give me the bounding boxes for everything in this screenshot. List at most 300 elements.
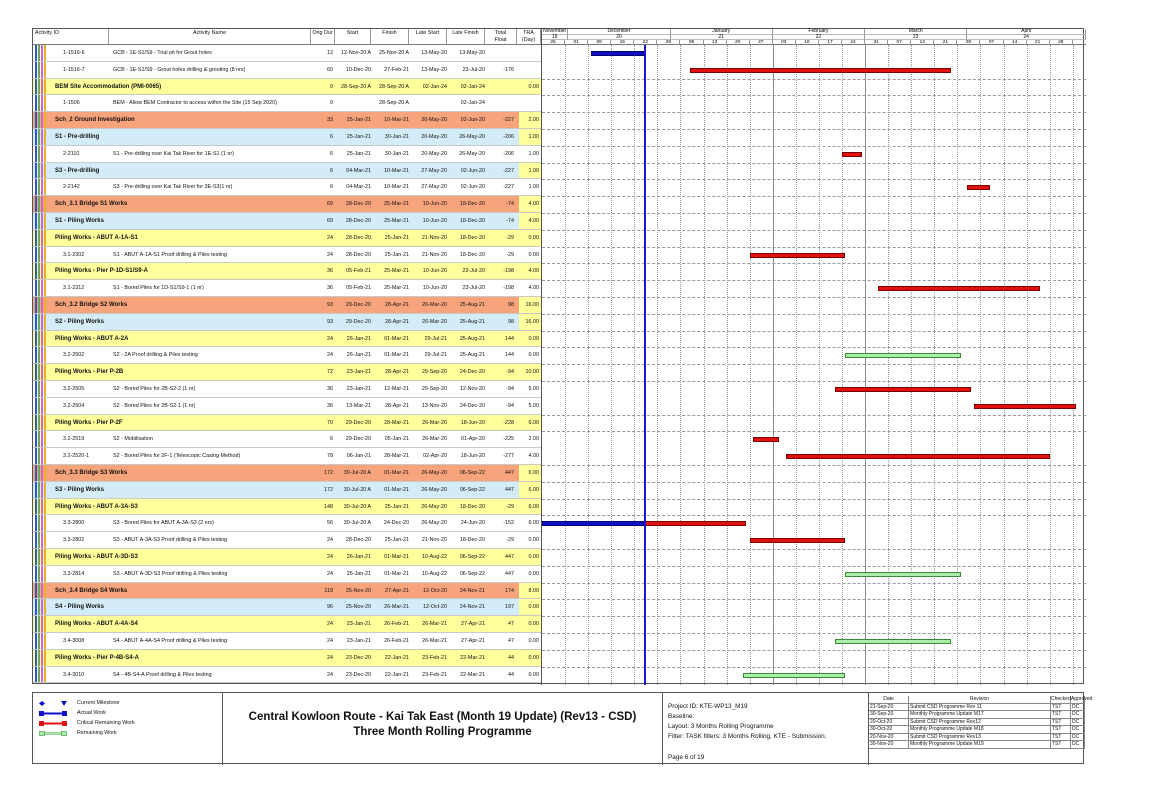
activity-id: 2-2142 bbox=[63, 184, 80, 191]
cell-ls: 26-Mar-20 bbox=[422, 318, 447, 325]
cell-finish: 28-Apr-21 bbox=[385, 318, 409, 325]
wbs-indent-bar bbox=[41, 448, 43, 464]
cell-finish: 22-Jan-21 bbox=[384, 654, 409, 661]
wbs-title: Piling Works - Pier P-1D-S1/S9-A bbox=[55, 268, 148, 275]
wbs-indent-bar bbox=[35, 314, 37, 330]
gantt-row-separator bbox=[542, 95, 1086, 96]
cell-tra: 2.00 bbox=[519, 431, 541, 447]
header-orig-dur[interactable]: Orig Dur bbox=[311, 29, 335, 45]
revision-cell: DC bbox=[1071, 704, 1085, 711]
wbs-indent-bars bbox=[35, 297, 51, 313]
wbs-indent-bar bbox=[38, 364, 40, 380]
activity-name: S1 - Pre-drilling over Kai Tak River for 1E-S1 (1 nr) bbox=[113, 150, 234, 157]
actual-work-bar[interactable] bbox=[591, 51, 644, 56]
cell-finish: 26-Mar-21 bbox=[384, 604, 409, 611]
header-total-float-line2: Float bbox=[494, 36, 507, 43]
cell-start: 05-Feb-21 bbox=[346, 285, 371, 292]
cell-lf: 26-May-20 bbox=[459, 150, 485, 157]
wbs-indent-bar bbox=[41, 247, 43, 263]
cell-tf: -227 bbox=[503, 167, 514, 174]
activity-row[interactable] bbox=[33, 179, 541, 196]
document-title: Central Kowloon Route - Kai Tak East (Month 19 Update) (Rev13 - CSD) bbox=[248, 711, 637, 723]
cell-lf: 22-Mar-21 bbox=[460, 671, 485, 678]
remaining-work-bar[interactable] bbox=[835, 639, 950, 644]
wbs-indent-bar bbox=[38, 482, 40, 498]
timescale-week: 17 bbox=[819, 40, 842, 46]
cell-tf: 174 bbox=[505, 587, 514, 594]
header-tra[interactable] bbox=[517, 29, 541, 45]
timescale bbox=[542, 29, 1086, 45]
activity-row[interactable] bbox=[33, 431, 541, 448]
cell-tf: 98 bbox=[508, 318, 514, 325]
cell-ls: 29-Jul-21 bbox=[424, 335, 447, 342]
gantt-row-separator bbox=[542, 280, 1086, 281]
wbs-group-row[interactable] bbox=[33, 549, 541, 566]
cell-ls: 13-May-20 bbox=[421, 66, 447, 73]
wbs-indent-bar bbox=[38, 465, 40, 481]
activity-id: 3.1-2312 bbox=[63, 285, 85, 292]
cell-lf: 18-Jun-20 bbox=[460, 453, 485, 460]
cell-lf: 24-Nov-21 bbox=[459, 587, 485, 594]
wbs-indent-bar bbox=[44, 482, 46, 498]
wbs-group-row[interactable] bbox=[33, 482, 541, 499]
wbs-indent-bar bbox=[38, 263, 40, 279]
cell-ls: 26-May-20 bbox=[421, 503, 447, 510]
wbs-indent-bar bbox=[35, 667, 37, 683]
wbs-indent-bar bbox=[44, 112, 46, 128]
activity-name: GCB - 1E-S1/S9 - Trial pit for Grout holes bbox=[113, 50, 212, 56]
revision-cell: TST bbox=[1051, 741, 1071, 748]
wbs-group-row[interactable] bbox=[33, 415, 541, 432]
timescale-week: 31 bbox=[865, 40, 888, 46]
wbs-title: S2 - Piling Works bbox=[55, 318, 104, 325]
wbs-title: S3 - Pre-drilling bbox=[55, 167, 100, 174]
cell-ls: 02-Apr-20 bbox=[423, 453, 447, 460]
wbs-group-row[interactable] bbox=[33, 79, 541, 96]
cell-tra: 1.00 bbox=[519, 179, 541, 195]
project-baseline: Baseline: bbox=[668, 713, 695, 720]
wbs-indent-bar bbox=[35, 465, 37, 481]
cell-ls: 13-Nov-20 bbox=[421, 402, 447, 409]
activity-row[interactable] bbox=[33, 280, 541, 297]
wbs-indent-bars bbox=[35, 515, 51, 531]
cell-dur: 33 bbox=[327, 117, 333, 124]
wbs-indent-bar bbox=[35, 62, 37, 78]
header-activity-name[interactable]: Activity Name bbox=[109, 29, 311, 45]
wbs-indent-bar bbox=[38, 79, 40, 95]
data-date-line bbox=[644, 45, 646, 685]
wbs-indent-bars bbox=[35, 381, 51, 397]
wbs-indent-bar bbox=[38, 247, 40, 263]
wbs-group-row[interactable] bbox=[33, 499, 541, 516]
wbs-indent-bar bbox=[35, 650, 37, 666]
activity-id: 1-1506 bbox=[63, 100, 80, 107]
revision-row bbox=[869, 711, 1085, 719]
remaining-work-bar[interactable] bbox=[845, 572, 960, 577]
cell-lf: 22-Mar-21 bbox=[460, 654, 485, 661]
cell-lf: 18-Dec-20 bbox=[459, 201, 485, 208]
cell-lf: 18-Dec-20 bbox=[459, 234, 485, 241]
activity-id: 3.4-3010 bbox=[63, 671, 85, 678]
wbs-indent-bar bbox=[44, 146, 46, 162]
cell-tf: 197 bbox=[505, 604, 514, 611]
project-layout: Layout: 3 Months Rolling Programme bbox=[668, 723, 774, 730]
activity-row[interactable] bbox=[33, 515, 541, 532]
cell-start: 30-Jul-20 A bbox=[343, 470, 371, 476]
wbs-indent-bars bbox=[35, 62, 51, 78]
wbs-group-row[interactable] bbox=[33, 616, 541, 633]
cell-start: 23-Jan-21 bbox=[346, 621, 371, 628]
gantt-row-separator bbox=[542, 650, 1086, 651]
cell-tra: 8.00 bbox=[519, 583, 541, 599]
gantt-row-separator bbox=[542, 163, 1086, 164]
wbs-indent-bar bbox=[41, 179, 43, 195]
remaining-work-bar[interactable] bbox=[845, 353, 960, 358]
cell-tf: -29 bbox=[506, 251, 514, 258]
wbs-indent-bar bbox=[41, 45, 43, 61]
timescale-week: 24 bbox=[842, 40, 865, 46]
activity-row[interactable] bbox=[33, 532, 541, 549]
cell-dur: 24 bbox=[327, 654, 333, 661]
critical-work-bar[interactable] bbox=[786, 454, 1050, 459]
cell-tf: -206 bbox=[503, 134, 514, 140]
wbs-indent-bar bbox=[35, 616, 37, 632]
gantt-row-separator bbox=[542, 331, 1086, 332]
cell-finish: 28-Apr-21 bbox=[385, 302, 409, 308]
cell-finish: 25-Jan-21 bbox=[384, 503, 409, 510]
cell-lf: 23-Jul-20 bbox=[462, 268, 485, 275]
critical-work-bar[interactable] bbox=[750, 253, 846, 258]
cell-ls bbox=[411, 95, 447, 111]
wbs-group-row[interactable] bbox=[33, 213, 541, 230]
cell-ls: 26-Mar-21 bbox=[422, 621, 447, 628]
wbs-indent-bar bbox=[44, 95, 46, 111]
activity-id: 3.3-2814 bbox=[63, 570, 85, 577]
timescale-month: January bbox=[671, 29, 773, 35]
gantt-row-separator bbox=[542, 196, 1086, 197]
cell-tf: 447 bbox=[505, 486, 514, 493]
activity-id: 3.2-2505 bbox=[63, 386, 85, 392]
revision-row bbox=[869, 704, 1085, 712]
activity-row[interactable] bbox=[33, 566, 541, 583]
gantt-row-separator bbox=[542, 566, 1086, 567]
timescale-week: 13 bbox=[704, 40, 727, 46]
wbs-indent-bar bbox=[44, 499, 46, 515]
wbs-indent-bar bbox=[41, 364, 43, 380]
cell-finish: 28-Sep-20 A bbox=[379, 83, 409, 90]
wbs-group-row[interactable] bbox=[33, 331, 541, 348]
critical-work-bar[interactable] bbox=[967, 185, 990, 190]
cell-start: 25-Jan-21 bbox=[346, 134, 371, 140]
wbs-indent-bars bbox=[35, 95, 51, 111]
timescale-week: 07 bbox=[888, 40, 911, 46]
cell-dur: 24 bbox=[327, 554, 333, 560]
activity-row[interactable] bbox=[33, 667, 541, 684]
wbs-group-row[interactable] bbox=[33, 230, 541, 247]
cell-dur: 6 bbox=[330, 184, 333, 191]
activity-id: 3.1-2302 bbox=[63, 251, 85, 258]
activity-row[interactable] bbox=[33, 95, 541, 112]
cell-tra: 0.00 bbox=[519, 331, 541, 347]
activity-row[interactable] bbox=[33, 62, 541, 79]
cell-finish: 28-Apr-21 bbox=[385, 369, 409, 376]
wbs-group-row[interactable] bbox=[33, 129, 541, 146]
wbs-group-row[interactable] bbox=[33, 314, 541, 331]
revision-cell: Submit CSD Programme Rev13 bbox=[909, 734, 1051, 741]
wbs-title: S1 - Piling Works bbox=[55, 218, 104, 224]
cell-tra: 1.00 bbox=[519, 129, 541, 145]
cell-lf: 18-Dec-20 bbox=[459, 503, 485, 510]
cell-ls: 23-Feb-21 bbox=[422, 654, 447, 661]
wbs-indent-bar bbox=[44, 633, 46, 649]
wbs-indent-bar bbox=[41, 633, 43, 649]
cell-start: 04-Mar-21 bbox=[346, 184, 371, 191]
cell-tf: -227 bbox=[503, 184, 514, 191]
activity-name: S2 - Bored Piles for 2B-S2-2 (1 nr) bbox=[113, 386, 196, 392]
cell-start: 23-Jan-21 bbox=[346, 638, 371, 644]
cell-tf: -29 bbox=[506, 234, 514, 241]
wbs-indent-bar bbox=[38, 213, 40, 229]
wbs-group-row[interactable] bbox=[33, 364, 541, 381]
revision-cell: DC bbox=[1071, 726, 1085, 733]
cell-ls: 10-Jun-20 bbox=[422, 268, 447, 275]
timescale-week: 15 bbox=[611, 40, 634, 46]
wbs-indent-bar bbox=[41, 549, 43, 565]
wbs-indent-bars bbox=[35, 364, 51, 380]
cell-tra: 0.00 bbox=[519, 650, 541, 666]
cell-start: 23-Jan-21 bbox=[346, 386, 371, 392]
wbs-indent-bar bbox=[41, 280, 43, 296]
cell-finish: 05-Jan-21 bbox=[384, 436, 409, 443]
critical-work-bar[interactable] bbox=[690, 68, 950, 73]
cell-tf: -198 bbox=[503, 268, 514, 275]
wbs-indent-bar bbox=[44, 247, 46, 263]
cell-tra: 6.00 bbox=[519, 465, 541, 481]
cell-dur: 148 bbox=[324, 503, 333, 510]
cell-finish: 28-Mar-21 bbox=[384, 419, 409, 426]
cell-start: 29-Dec-20 bbox=[345, 419, 371, 426]
gantt-row-separator bbox=[542, 263, 1086, 264]
activity-row[interactable] bbox=[33, 247, 541, 264]
wbs-indent-bar bbox=[41, 297, 43, 313]
revision-cell: DC bbox=[1071, 719, 1085, 726]
wbs-indent-bar bbox=[38, 583, 40, 599]
wbs-indent-bar bbox=[35, 146, 37, 162]
wbs-indent-bar bbox=[44, 583, 46, 599]
wbs-group-row[interactable] bbox=[33, 196, 541, 213]
cell-ls: 29-Sep-20 bbox=[421, 369, 447, 376]
timescale-period: 19 bbox=[542, 35, 568, 40]
activity-row[interactable] bbox=[33, 347, 541, 364]
cell-lf: 18-Jun-20 bbox=[460, 419, 485, 426]
cell-tra: 2.00 bbox=[519, 112, 541, 128]
cell-dur: 24 bbox=[327, 335, 333, 342]
wbs-indent-bars bbox=[35, 263, 51, 279]
wbs-indent-bar bbox=[38, 179, 40, 195]
cell-tf: -277 bbox=[503, 453, 514, 460]
wbs-indent-bars bbox=[35, 112, 51, 128]
cell-tra: 16.00 bbox=[519, 297, 541, 313]
wbs-indent-bar bbox=[41, 616, 43, 632]
revision-cell: DC bbox=[1071, 741, 1085, 748]
cell-finish: 25-Mar-21 bbox=[384, 268, 409, 275]
cell-start: 13-Mar-21 bbox=[346, 402, 371, 409]
cell-tra: 0.00 bbox=[519, 667, 541, 683]
cell-start: 26-Jan-21 bbox=[346, 570, 371, 577]
wbs-group-row[interactable] bbox=[33, 263, 541, 280]
wbs-indent-bar bbox=[35, 196, 37, 212]
cell-lf: 26-May-20 bbox=[459, 134, 485, 140]
cell-start: 25-Jan-21 bbox=[346, 117, 371, 124]
wbs-indent-bar bbox=[41, 515, 43, 531]
cell-ls: 26-May-20 bbox=[421, 520, 447, 527]
activity-row[interactable] bbox=[33, 633, 541, 650]
activity-row[interactable] bbox=[33, 146, 541, 163]
wbs-group-row[interactable] bbox=[33, 583, 541, 600]
wbs-group-row[interactable] bbox=[33, 297, 541, 314]
cell-ls: 26-May-20 bbox=[421, 470, 447, 476]
revision-cell: DC bbox=[1071, 734, 1085, 741]
cell-dur: 78 bbox=[327, 453, 333, 460]
gantt-chart bbox=[541, 29, 1085, 685]
cell-ls: 21-Nov-20 bbox=[421, 537, 447, 544]
cell-tra: 4.00 bbox=[519, 263, 541, 279]
header-activity-id[interactable]: Activity ID bbox=[33, 29, 109, 45]
cell-dur: 6 bbox=[330, 150, 333, 157]
cell-tf: -227 bbox=[503, 117, 514, 124]
wbs-group-row[interactable] bbox=[33, 163, 541, 180]
activity-row[interactable] bbox=[33, 398, 541, 415]
activity-id: 3.2-2520-1 bbox=[63, 453, 90, 460]
wbs-indent-bar bbox=[41, 314, 43, 330]
activity-id: 1-1516-7 bbox=[63, 66, 85, 73]
wbs-indent-bar bbox=[44, 667, 46, 683]
activity-name: S4 - 4B-S4-A Proof drilling & Piles testing bbox=[113, 671, 212, 678]
cell-lf: 24-Nov-21 bbox=[459, 604, 485, 611]
actual-work-bar[interactable] bbox=[542, 521, 644, 526]
footer bbox=[32, 692, 1093, 764]
wbs-indent-bar bbox=[41, 599, 43, 615]
activity-row[interactable] bbox=[33, 381, 541, 398]
wbs-group-row[interactable] bbox=[33, 465, 541, 482]
timescale-week: 01 bbox=[565, 40, 588, 46]
activity-row[interactable] bbox=[33, 45, 541, 62]
header-start[interactable]: Start bbox=[335, 29, 371, 45]
wbs-indent-bars bbox=[35, 633, 51, 649]
wbs-indent-bar bbox=[38, 230, 40, 246]
cell-finish: 25-Jan-21 bbox=[384, 537, 409, 544]
gantt-row-separator bbox=[542, 230, 1086, 231]
wbs-indent-bars bbox=[35, 415, 51, 431]
wbs-indent-bar bbox=[41, 163, 43, 179]
wbs-indent-bar bbox=[44, 415, 46, 431]
header-late-start[interactable]: Late Start bbox=[409, 29, 447, 45]
revision-row bbox=[869, 726, 1085, 734]
wbs-indent-bars bbox=[35, 230, 51, 246]
header-late-finish[interactable]: Late Finish bbox=[447, 29, 485, 45]
header-finish[interactable]: Finish bbox=[371, 29, 409, 45]
wbs-indent-bar bbox=[38, 280, 40, 296]
wbs-indent-bar bbox=[41, 499, 43, 515]
critical-work-bar[interactable] bbox=[974, 404, 1076, 409]
wbs-indent-bar bbox=[41, 79, 43, 95]
wbs-indent-bar bbox=[35, 482, 37, 498]
cell-lf: 24-Dec-20 bbox=[459, 369, 485, 376]
revision-cell: 20-Oct-20 bbox=[869, 719, 909, 726]
timescale-month: February bbox=[773, 29, 865, 35]
gantt-row-separator bbox=[542, 247, 1086, 248]
cell-lf: 18-Dec-20 bbox=[459, 537, 485, 544]
wbs-indent-bar bbox=[38, 95, 40, 111]
timescale-period: 23 bbox=[865, 35, 967, 40]
cell-tf: -152 bbox=[503, 520, 514, 527]
critical-work-bar[interactable] bbox=[878, 286, 1040, 291]
revision-row bbox=[869, 734, 1085, 742]
wbs-indent-bar bbox=[44, 196, 46, 212]
gantt-row-separator bbox=[542, 179, 1086, 180]
wbs-group-row[interactable] bbox=[33, 112, 541, 129]
wbs-indent-bars bbox=[35, 314, 51, 330]
activity-row[interactable] bbox=[33, 448, 541, 465]
gantt-row-separator bbox=[542, 515, 1086, 516]
critical-work-bar[interactable] bbox=[753, 437, 779, 442]
wbs-indent-bar bbox=[35, 532, 37, 548]
cell-tf: -198 bbox=[503, 285, 514, 292]
gantt-row-separator bbox=[542, 667, 1086, 668]
cell-ls: 26-Mar-20 bbox=[422, 436, 447, 443]
cell-ls: 27-May-20 bbox=[421, 184, 447, 191]
wbs-indent-bar bbox=[35, 566, 37, 582]
cell-start: 26-Jan-21 bbox=[346, 335, 371, 342]
revision-cell: Submit CSD Programme Rev12 bbox=[909, 719, 1051, 726]
wbs-indent-bar bbox=[41, 415, 43, 431]
cell-tf: 144 bbox=[505, 335, 514, 342]
critical-work-bar[interactable] bbox=[835, 387, 970, 392]
cell-lf: 27-Apr-21 bbox=[461, 638, 485, 644]
cell-dur: 36 bbox=[327, 285, 333, 292]
header-total-float[interactable] bbox=[485, 29, 517, 45]
cell-finish: 26-Feb-21 bbox=[384, 621, 409, 628]
gantt-row-separator bbox=[542, 633, 1086, 634]
schedule-sheet bbox=[32, 28, 1084, 684]
critical-work-bar[interactable] bbox=[644, 521, 746, 526]
revision-cell: 30-Oct-20 bbox=[869, 726, 909, 733]
cell-ls: 26-Mar-21 bbox=[422, 638, 447, 644]
cell-finish: 10-Mar-21 bbox=[384, 117, 409, 124]
cell-finish: 28-Apr-21 bbox=[385, 402, 409, 409]
critical-work-bar[interactable] bbox=[750, 538, 846, 543]
wbs-group-row[interactable] bbox=[33, 599, 541, 616]
cell-tf: -94 bbox=[506, 369, 514, 376]
activity-name: S1 - Bored Piles for 1D-S1/S9-1 (1 nr) bbox=[113, 285, 204, 292]
wbs-group-row[interactable] bbox=[33, 650, 541, 667]
wbs-indent-bars bbox=[35, 667, 51, 683]
wbs-title: Piling Works - ABUT A-3D-S3 bbox=[55, 554, 138, 560]
revision-cell: TST bbox=[1051, 719, 1071, 726]
wbs-indent-bar bbox=[44, 230, 46, 246]
wbs-indent-bar bbox=[38, 499, 40, 515]
cell-start: 30-Jul-20 A bbox=[343, 503, 371, 510]
cell-dur: 36 bbox=[327, 268, 333, 275]
remaining-work-bar[interactable] bbox=[743, 673, 845, 678]
wbs-title: Piling Works - Pier P-4B-S4-A bbox=[55, 654, 139, 661]
wbs-title: Piling Works - Pier P-2F bbox=[55, 419, 123, 426]
cell-dur: 24 bbox=[327, 638, 333, 644]
cell-tra: 5.00 bbox=[519, 381, 541, 397]
wbs-indent-bar bbox=[35, 364, 37, 380]
critical-work-bar[interactable] bbox=[842, 152, 862, 157]
cell-ls: 12-Oct-20 bbox=[423, 604, 447, 611]
